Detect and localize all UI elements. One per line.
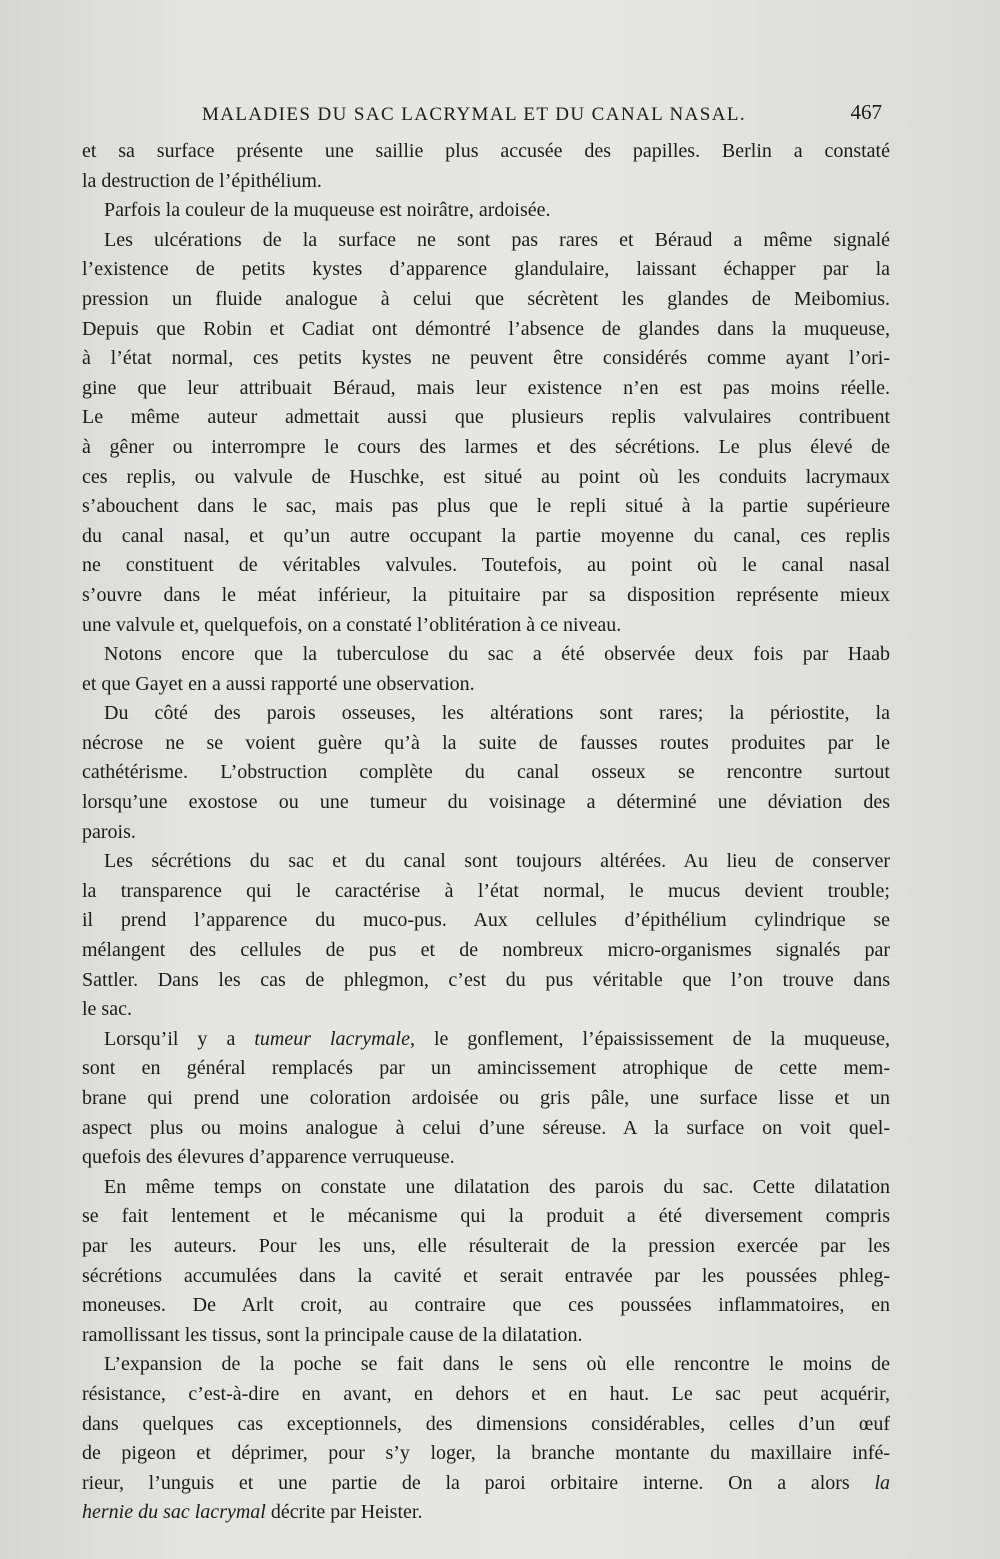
text-line: l’existence de petits kystes d’apparence glandulaire, laissant échapper par la	[82, 258, 890, 281]
line-italic-text: la	[874, 1471, 890, 1494]
body-text	[82, 137, 890, 1528]
line-italic-text: tumeur lacrymale	[254, 1027, 410, 1050]
text-line: une valvule et, quelquefois, on a constaté l’oblitération à ce niveau.	[82, 613, 622, 636]
text-line: moneuses. De Arlt croit, au contraire que ces poussées inflammatoires, en	[82, 1294, 890, 1317]
line-text-before: Lorsqu’il y a	[104, 1027, 255, 1050]
text-line	[82, 1469, 890, 1499]
text-line: nécrose ne se voient guère qu’à la suite de fausses routes produites par le	[82, 731, 890, 754]
text-line: la transparence qui le caractérise à l’état normal, le mucus devient trouble;	[82, 879, 890, 902]
line-italic-text: hernie du sac lacrymal	[82, 1501, 266, 1524]
line-text-before: rieur, l’unguis et une partie de la paroi orbitaire interne. On a alors	[82, 1471, 875, 1494]
text-line: brane qui prend une coloration ardoisée ou gris pâle, une surface lisse et un	[82, 1087, 890, 1109]
text-line: Le même auteur admettait aussi que plusieurs replis valvulaires contribuent	[82, 406, 890, 429]
text-line: mélangent des cellules de pus et de nombreux micro-organismes signalés par	[82, 939, 890, 962]
text-line: En même temps on constate une dilatation des parois du sac. Cette dilatation	[104, 1175, 890, 1198]
text-line: Du côté des parois osseuses, les altérations sont rares; la périostite, la	[104, 702, 890, 725]
text-line: et sa surface présente une saillie plus accusée des papilles. Berlin a constaté	[82, 140, 890, 162]
text-line: cathétérisme. L’obstruction complète du canal osseux se rencontre surtout	[82, 761, 890, 784]
text-line: et que Gayet en a aussi rapporté une observation.	[82, 672, 475, 695]
text-line: pression un fluide analogue à celui que sécrètent les glandes de Meibomius.	[82, 287, 890, 310]
text-line: ramollissant les tissus, sont la principale cause de la dilatation.	[82, 1323, 583, 1346]
line-text-after: , le gonflement, l’épaississement de la muqueuse,	[409, 1027, 890, 1050]
text-line: se fait lentement et le mécanisme qui la produit a été diversement compris	[82, 1205, 890, 1228]
text-line: de pigeon et déprimer, pour s’y loger, la branche montante du maxillaire infé-	[82, 1442, 890, 1465]
text-line: à l’état normal, ces petits kystes ne peuvent être considérés comme ayant l’ori-	[82, 347, 890, 370]
text-line: Notons encore que la tuberculose du sac a été observée deux fois par Haab	[104, 643, 890, 666]
text-line: quefois des élevures d’apparence verruqueuse.	[82, 1146, 455, 1169]
text-line: par les auteurs. Pour les uns, elle résulterait de la pression exercée par les	[82, 1234, 890, 1257]
text-line: ne constituent de véritables valvules. Toutefois, au point où le canal nasal	[82, 554, 890, 577]
text-line: dans quelques cas exceptionnels, des dimensions considérables, celles d’un œuf	[82, 1412, 890, 1435]
text-line: la destruction de l’épithélium.	[82, 169, 322, 192]
text-line	[82, 1025, 890, 1055]
text-line: Depuis que Robin et Cadiat ont démontré l’absence de glandes dans la muqueuse,	[82, 317, 890, 340]
text-line: Les sécrétions du sac et du canal sont toujours altérées. Au lieu de conserver	[104, 850, 890, 873]
text-line: résistance, c’est-à-dire en avant, en dehors et en haut. Le sac peut acquérir,	[82, 1382, 890, 1405]
text-line: s’abouchent dans le sac, mais pas plus que le repli situé à la partie supérieure	[82, 495, 890, 518]
text-line: Les ulcérations de la surface ne sont pas rares et Béraud a même signalé	[104, 228, 890, 251]
running-title: MALADIES DU SAC LACRYMAL ET DU CANAL NASAL.	[202, 104, 747, 125]
text-line: du canal nasal, et qu’un autre occupant la partie moyenne du canal, ces replis	[82, 524, 890, 547]
text-line: Parfois la couleur de la muqueuse est noirâtre, ardoisée.	[104, 199, 551, 222]
text-line: ces replis, ou valvule de Huschke, est situé au point où les conduits lacrymaux	[82, 465, 890, 488]
text-line: s’ouvre dans le méat inférieur, la pituitaire par sa disposition représente mieux	[82, 583, 890, 606]
text-line: lorsqu’une exostose ou une tumeur du voisinage a déterminé une déviation des	[82, 791, 890, 814]
text-line	[82, 1498, 890, 1528]
text-line: L’expansion de la poche se fait dans le sens où elle rencontre le moins de	[104, 1353, 890, 1376]
line-text-after: décrite par Heister.	[265, 1501, 423, 1524]
text-line: le sac.	[82, 998, 132, 1021]
text-line: parois.	[82, 820, 136, 843]
text-line: à gêner ou interrompre le cours des larmes et des sécrétions. Le plus élevé de	[82, 435, 890, 458]
text-line: il prend l’apparence du muco-pus. Aux cellules d’épithélium cylindrique se	[82, 909, 890, 932]
running-head	[84, 98, 882, 132]
page-number: 467	[850, 100, 882, 124]
text-line: Sattler. Dans les cas de phlegmon, c’est du pus véritable que l’on trouve dans	[82, 968, 890, 991]
text-line: aspect plus ou moins analogue à celui d’une séreuse. A la surface on voit quel-	[82, 1116, 890, 1139]
text-line: sont en général remplacés par un amincissement atrophique de cette mem-	[82, 1057, 890, 1080]
text-line: sécrétions accumulées dans la cavité et serait entravée par les poussées phleg-	[82, 1264, 890, 1287]
text-line: gine que leur attribuait Béraud, mais leur existence n’en est pas moins réelle.	[82, 376, 890, 399]
